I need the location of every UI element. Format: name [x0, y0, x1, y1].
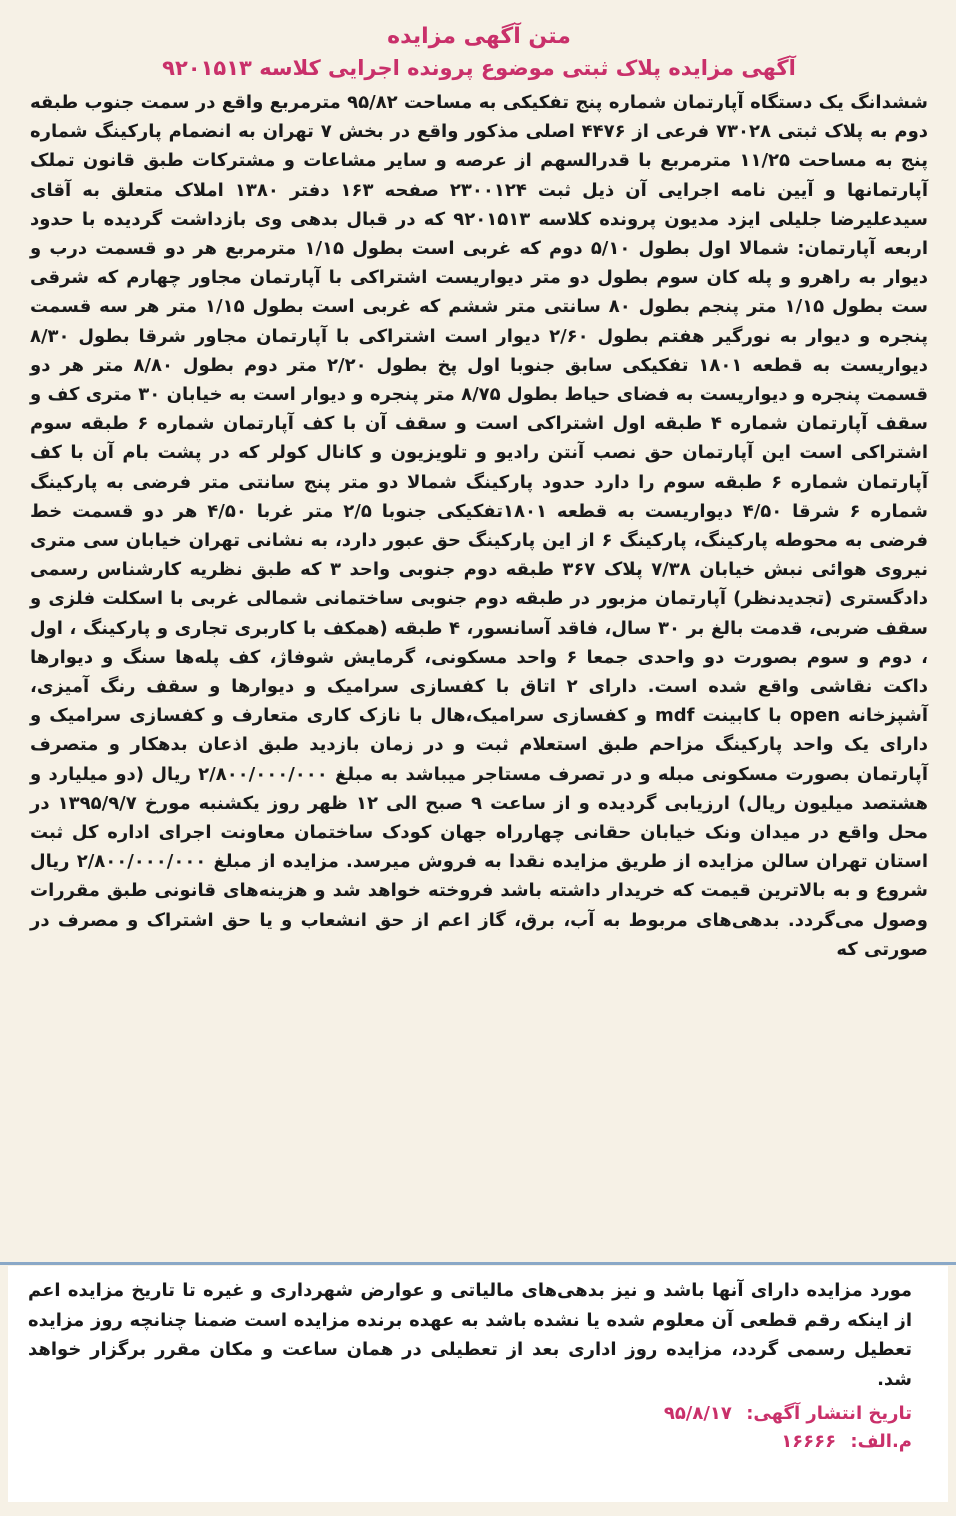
publish-date-label: تاریخ انتشار آگهی:	[746, 1403, 912, 1424]
reference-code-value: ۱۶۶۶۶	[781, 1431, 837, 1452]
reference-code-label: م.الف:	[850, 1431, 912, 1452]
column-divider	[0, 1262, 956, 1265]
notice-main	[30, 22, 928, 1254]
continuation-text: مورد مزایده دارای آنها باشد و نیز بدهی‌های مالیاتی و عوارض شهرداری و غیره تا تاریخ مزایده اعم از اینکه رقم قطعی آن معلوم شده یا نشده باشد به عهده برنده مزایده است ضمنا چنانچه روز مزایده تعطیل رسمی گردد، مزایده روز اداری بعد از تعطیلی در همان ساعت و مکان مقرر برگزار خواهد شد.	[28, 1280, 912, 1390]
notice-subtitle: آگهی مزایده پلاک ثبتی موضوع پرونده اجرایی کلاسه ۹۲۰۱۵۱۳	[162, 56, 796, 80]
reference-code-row	[28, 1428, 912, 1456]
notice-meta	[28, 1400, 912, 1456]
notice-continuation	[8, 1266, 948, 1502]
notice-body: ششدانگ یک دستگاه آپارتمان شماره پنج تفکیکی به مساحت ۹۵/۸۲ مترمربع واقع در سمت جنوب طبقه دوم به پلاک ثبتی ۷۳۰۲۸ فرعی از ۴۴۷۶ اصلی مذکور واقع در بخش ۷ تهران به انضمام پارکینگ شماره پنج به مساحت ۱۱/۲۵ مترمربع با قدرالسهم از عرصه و سایر مشاعات و مشترکات طبق قانون تملک آپارتمانها و آیین نامه اجرایی آن ذیل ثبت ۲۳۰۰۱۲۴ صفحه ۱۶۳ دفتر ۱۳۸۰ املاک متعلق به آقای سیدعلیرضا جلیلی ایزد مدیون پرونده کلاسه ۹۲۰۱۵۱۳ که در قبال بدهی وی بازداشت گردیده با حدود اربعه آپارتمان: شمالا اول بطول ۵/۱۰ دوم که غربی است بطول ۱/۱۵ مترمربع هر دو قسمت درب و دیوار به راهرو و پله کان سوم بطول دو متر دیواریست اشتراکی با آپارتمان مجاور چهارم که شرقی ست بطول ۱/۱۵ متر پنجم بطول ۸۰ سانتی متر ششم که غربی است بطول ۱/۱۵ متر هر سه قسمت پنجره و دیوار به نورگیر هفتم بطول ۲/۶۰ دیوار است اشتراکی با آپارتمان مجاور شرقا بطول ۸/۳۰ دیواریست به قطعه ۱۸۰۱ تفکیکی سابق جنوبا اول پخ بطول ۲/۲۰ متر دوم بطول ۸/۸۰ متر هر دو قسمت پنجره و دیواریست به فضای حیاط بطول ۸/۷۵ متر پنجره و دیوار است به خیابان ۳۰ متری کف و سقف آپارتمان شماره ۴ طبقه اول اشتراکی است و سقف آن با کف آپارتمان شماره ۶ طبقه سوم اشتراکی است این آپارتمان حق نصب آنتن رادیو و تلویزیون و کانال کولر که در پشت بام آن با کف آپارتمان شماره ۶ طبقه سوم را دارد حدود پارکینگ شمالا دو متر پنج سانتی متر فرضی به پارکینگ شماره ۶ شرقا ۴/۵۰ دیواریست به قطعه ۱۸۰۱تفکیکی جنوبا ۲/۵ متر غربا ۴/۵۰ هر دو قسمت خط فرضی به محوطه پارکینگ، پارکینگ ۶ از این پارکینگ حق عبور دارد، به نشانی تهران خیابان سی متری نیروی هوائی نبش خیابان ۷/۳۸ پلاک ۳۶۷ طبقه دوم جنوبی واحد ۳ که طبق نظریه کارشناس رسمی دادگستری (تجدیدنظر) آپارتمان مزبور در طبقه دوم جنوبی ساختمانی شمالی غربی با اسکلت فلزی و سقف ضربی، قدمت بالغ بر ۳۰ سال، فاقد آسانسور، ۴ طبقه (همکف با کاربری تجاری و پارکینگ ، اول ، دوم و سوم بصورت دو واحدی جمعا ۶ واحد مسکونی، گرمایش شوفاژ، کف پله‌ها سنگ و دیوارها داکت نقاشی واقع شده است. دارای ۲ اتاق با کفسازی سرامیک و دیوارها و سقف رنگ آمیزی، آشپزخانه open با کابینت mdf و کفسازی سرامیک،هال با نازک کاری متعارف و کفسازی سرامیک و دارای یک واحد پارکینگ مزاحم طبق استعلام ثبت و در زمان بازدید طبق اذعان بدهکار و متصرف آپارتمان بصورت مسکونی مبله و در تصرف مستاجر میباشد به مبلغ ۲/۸۰۰/۰۰۰/۰۰۰ ریال (دو میلیارد و هشتصد میلیون ریال) ارزیابی گردیده و از ساعت ۹ صبح الی ۱۲ ظهر روز یکشنبه مورخ ۱۳۹۵/۹/۷ در محل واقع در میدان ونک خیابان حقانی چهارراه جهان کودک ساختمان معاونت اجرای اداره کل ثبت استان تهران سالن مزایده از طریق مزایده نقدا به فروش میرسد. مزایده از مبلغ ۲/۸۰۰/۰۰۰/۰۰۰ ریال شروع و به بالاترین قیمت که خریدار داشته باشد فروخته خواهد شد و هزینه‌های قانونی طبق مقررات وصول می‌گردد. بدهی‌های مربوط به آب، برق، گاز اعم از حق انشعاب و یا حق اشتراک و مصرف در صورتی که	[30, 92, 929, 960]
publish-date-row	[28, 1400, 912, 1428]
publish-date-value: ۹۵/۸/۱۷	[663, 1403, 732, 1424]
notice-title: متن آگهی مزایده	[387, 24, 571, 49]
